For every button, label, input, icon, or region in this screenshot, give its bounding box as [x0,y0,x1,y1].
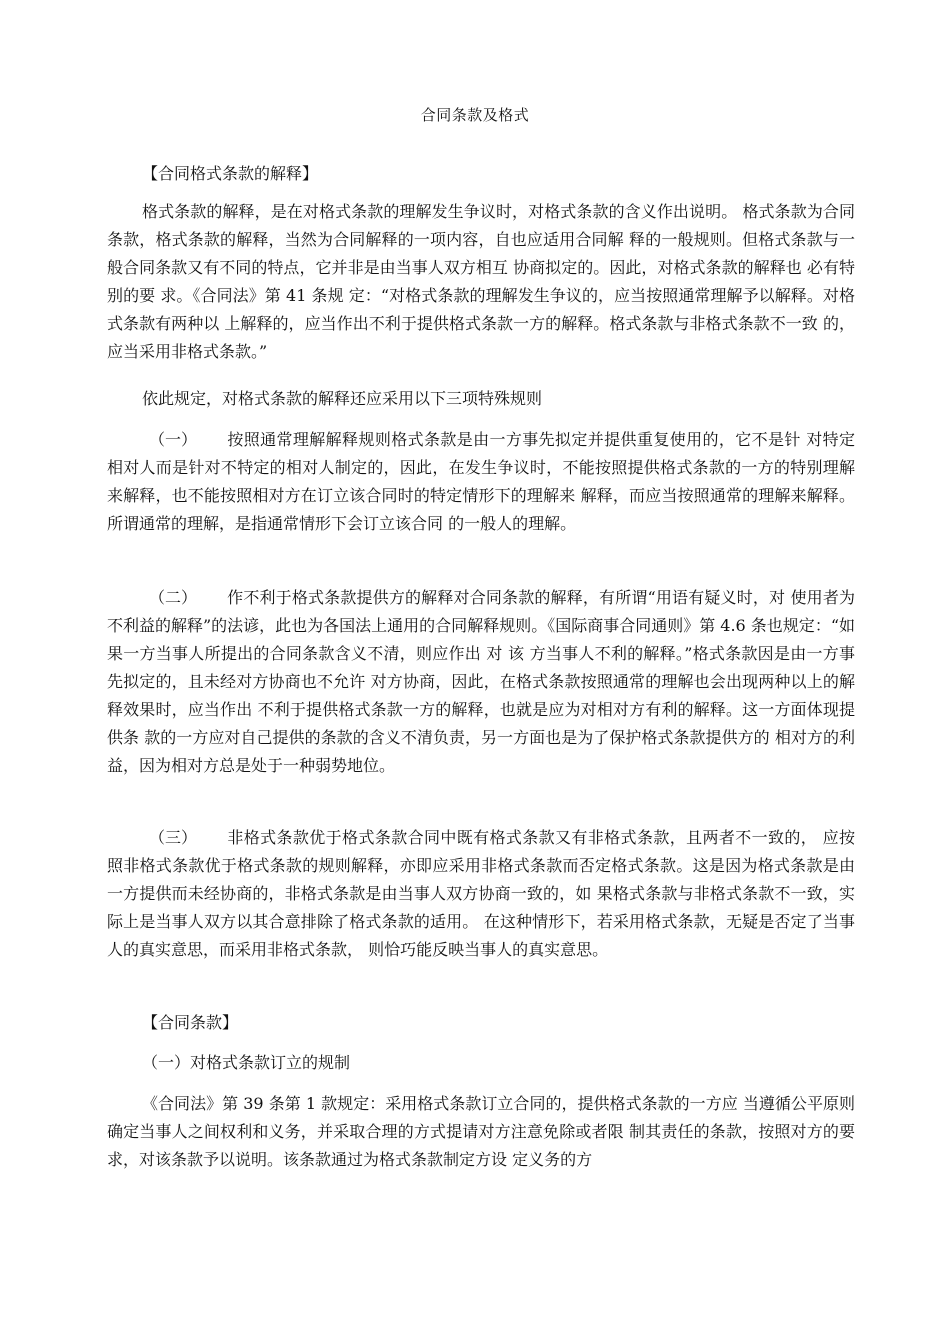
list-item-text: 非格式条款优于格式条款合同中既有格式条款又有非格式条款，且两者不一致的， 应按照非格式条款优于格式条款的规则解释，亦即应采用非格式条款而否定格式条款。这是因为格式条款是由一方提供而未经协商的，非格式条款是由当事人双方协商一致的，如 果格式条款与非格式条款不一致，实际上是当事人双方以其合意排除了格式条款的适用。 在这种情形下，若采用格式条款，无疑是否定了当事人的真实意思，而采用非格式条款， 则恰巧能反映当事人的真实意思。 [107,828,855,959]
list-item-text: 作不利于格式条款提供方的解释对合同条款的解释，有所谓“用语有疑义时，对 使用者为不利益的解释”的法谚，此也为各国法上通用的合同解释规则。《国际商事合同通则》第 4.6 条也规定：“如果一方当事人所提出的合同条款含义不清，则应作出 对 该 方当事人不利的解释。”格式条款因是由一方事先拟定的，且未经对方协商也不允许 对方协商，因此，在格式条款按照通常的理解也会出现两种以上的解释效果时，应当作出 不利于提供格式条款一方的解释，也就是应为对相对方有利的解释。这一方面体现提供条 款的一方应对自己提供的条款的含义不清负责，另一方面也是为了保护格式条款提供方的 相对方的利益，因为相对方总是处于一种弱势地位。 [107,588,855,775]
subheading-format-clause-regulation: （一）对格式条款订立的规制 [142,1053,351,1072]
document-title: 合同条款及格式 [420,106,530,124]
list-item-rule-2 [107,584,855,780]
section-heading-contract-clauses: 【合同条款】 [142,1013,239,1032]
section-heading-format-clause-interpretation: 【合同格式条款的解释】 [142,164,319,183]
paragraph-intro: 格式条款的解释，是在对格式条款的理解发生争议时，对格式条款的含义作出说明。 格式条款为合同条款，格式条款的解释，当然为合同解释的一项内容，自也应适用合同解 释的一般规则。但格式条款与一般合同条款又有不同的特点，它并非是由当事人双方相互 协商拟定的。因此，对格式条款的解释也 必有特别的要 求。《合同法》第 41 条规 定：“对格式条款的理解发生争议的，应当按照通常理解予以解释。对格式条款有两种以 上解释的，应当作出不利于提供格式条款一方的解释。格式条款与非格式条款不一致 的，应当采用非格式条款。” [107,202,855,361]
list-item-rule-1 [107,426,855,538]
paragraph-contract-law-article-39: 《合同法》第 39 条第 1 款规定：采用格式条款订立合同的，提供格式条款的一方应 当遵循公平原则确定当事人之间权利和义务，并采取合理的方式提请对方注意免除或者限 制其责任的条款，按照对方的要求，对该条款予以说明。该条款通过为格式条款制定方设 定义务的方 [107,1094,855,1169]
list-number: （一） [149,430,198,449]
list-item-rule-3 [107,824,855,964]
paragraph-rules-lead: 依此规定，对格式条款的解释还应采用以下三项特殊规则 [142,389,543,408]
list-number: （三） [149,828,198,847]
list-item-text: 按照通常理解解释规则格式条款是由一方事先拟定并提供重复使用的，它不是针 对特定相对人而是针对不特定的相对人制定的，因此，在发生争议时，不能按照提供格式条款的一方的特别理解来解释，也不能按照相对方在订立该合同时的特定情形下的理解来 解释，而应当按照通常的理解来解释。所谓通常的理解，是指通常情形下会订立该合同 的一般人的理解。 [107,430,855,533]
list-number: （二） [149,588,198,607]
